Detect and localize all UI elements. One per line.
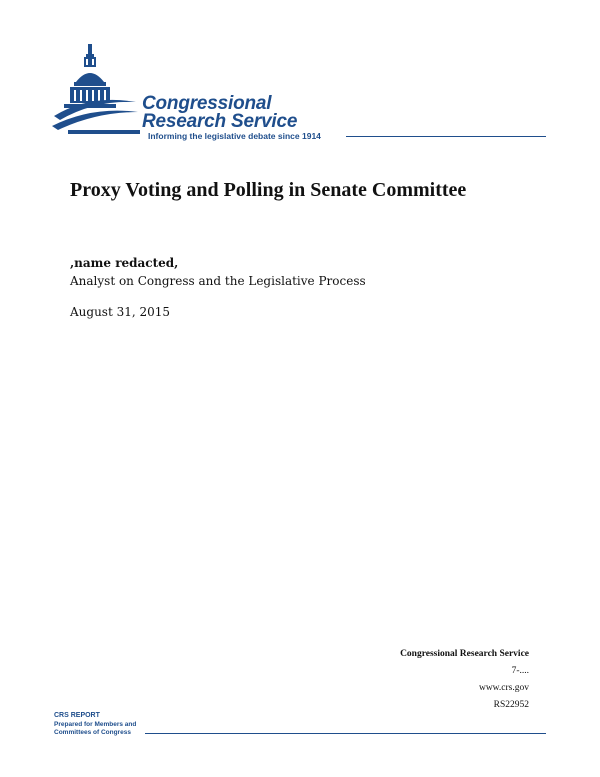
- logo-tagline: Informing the legislative debate since 1914: [148, 131, 321, 141]
- crs-logo: [50, 40, 550, 150]
- org-phone: 7-....: [511, 666, 529, 676]
- footer-line3: Committees of Congress: [54, 729, 131, 736]
- author-name: ,name redacted,: [70, 256, 179, 270]
- logo-divider: [346, 136, 546, 137]
- footer-line1: CRS REPORT: [54, 712, 100, 719]
- footer-line2: Prepared for Members and: [54, 720, 137, 728]
- logo-name-line2: Research Service: [142, 111, 298, 132]
- report-number: RS22952: [493, 700, 529, 710]
- org-website: www.crs.gov: [478, 683, 529, 693]
- capitol-dome-icon: [50, 40, 145, 145]
- footer-divider: [145, 733, 546, 734]
- footer-label: [54, 712, 136, 738]
- author-role: Analyst on Congress and the Legislative Process: [70, 274, 366, 288]
- logo-name-line1: Congressional: [142, 93, 272, 114]
- org-name: Congressional Research Service: [400, 649, 529, 659]
- report-date: August 31, 2015: [70, 305, 171, 319]
- org-info-block: [400, 646, 529, 714]
- report-title: Proxy Voting and Polling in Senate Committee: [70, 179, 467, 201]
